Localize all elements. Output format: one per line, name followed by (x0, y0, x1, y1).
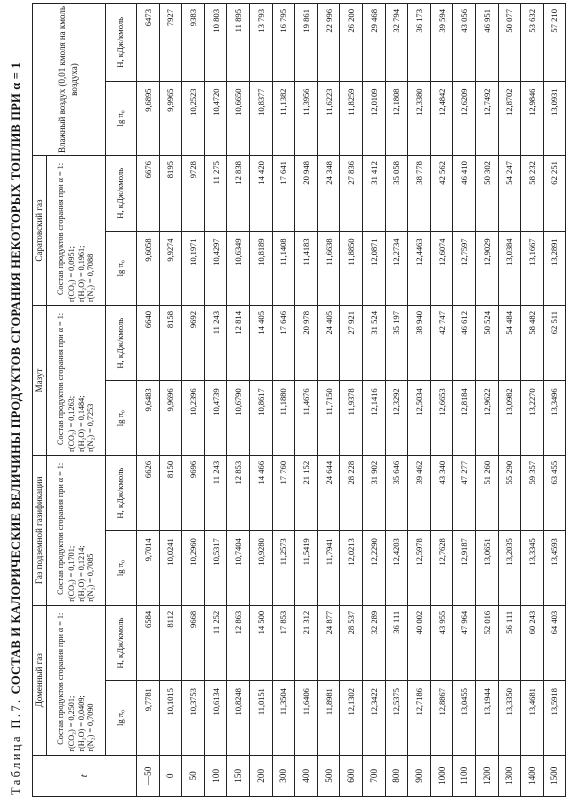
enthalpy-cell: 60 243 (521, 605, 544, 680)
enthalpy-cell: 17 641 (272, 156, 295, 231)
composition-co2: r(CO₂) = 0,1263; (66, 395, 76, 452)
lg-pi0-cell: 10,2396 (182, 381, 205, 455)
header-gas-name: Доменный газ (33, 605, 47, 755)
enthalpy-cell: 20 948 (295, 156, 318, 231)
enthalpy-cell: 6584 (137, 605, 160, 680)
lg-pi0-cell: 13,2891 (543, 231, 566, 305)
lg-pi0-cell: 13,0982 (498, 381, 521, 455)
enthalpy-cell: 46 612 (453, 305, 476, 380)
enthalpy-cell: 32 289 (362, 605, 385, 680)
lg-pi0-cell: 13,4593 (543, 531, 566, 605)
enthalpy-cell: 46 951 (475, 4, 498, 82)
enthalpy-cell: 20 978 (295, 305, 318, 380)
lg-pi0-cell: 9,6895 (137, 81, 160, 155)
enthalpy-cell: 50 077 (498, 4, 521, 82)
lg-pi0-cell: 12,5375 (385, 681, 408, 755)
table-row (159, 4, 182, 797)
header-lg-pi0: lg π₀ (106, 381, 137, 455)
lg-pi0-cell: 11,0151 (249, 681, 272, 755)
enthalpy-cell: 12 814 (227, 305, 250, 380)
composition-co2: r(CO₂) = 0,1701; (66, 545, 76, 602)
enthalpy-cell: 10 803 (204, 4, 227, 82)
lg-pi0-cell: 12,8702 (498, 81, 521, 155)
enthalpy-cell: 6473 (137, 4, 160, 82)
header-lg-pi0: lg π₀ (106, 231, 137, 305)
lg-pi0-cell: 13,0455 (453, 681, 476, 755)
composition-caption: Состав продуктов сгорания при α = 1: (56, 612, 66, 745)
enthalpy-cell: 22 996 (317, 4, 340, 82)
composition-h2o: r(H₂O) = 0,1961; (76, 245, 86, 302)
enthalpy-cell: 9728 (182, 156, 205, 231)
table-row (521, 4, 544, 797)
enthalpy-cell: 17 760 (272, 455, 295, 530)
composition-n2: r(N₂) = 0,7088 (86, 253, 96, 302)
lg-pi0-cell: 12,7492 (475, 81, 498, 155)
lg-pi0-cell: 9,6058 (137, 231, 160, 305)
table-caption-number: Таблица П.7. (9, 697, 23, 795)
enthalpy-cell: 14 500 (249, 605, 272, 680)
lg-pi0-cell: 10,7404 (227, 531, 250, 605)
enthalpy-cell: 51 260 (475, 455, 498, 530)
header-enthalpy: H, кДж/кмоль (106, 4, 137, 82)
lg-pi0-cell: 10,6650 (227, 81, 250, 155)
header-enthalpy: H, кДж/кмоль (106, 605, 137, 680)
enthalpy-cell: 12 853 (227, 455, 250, 530)
enthalpy-cell: 42 747 (430, 305, 453, 380)
temperature-cell: 300 (272, 755, 295, 796)
lg-pi0-cell: 12,9029 (475, 231, 498, 305)
enthalpy-cell: 12 838 (227, 156, 250, 231)
enthalpy-cell: 53 632 (521, 4, 544, 82)
lg-pi0-cell: 12,4463 (408, 231, 431, 305)
table-row (385, 4, 408, 797)
lg-pi0-cell: 10,4297 (204, 231, 227, 305)
lg-pi0-cell: 11,5419 (295, 531, 318, 605)
enthalpy-cell: 11 895 (227, 4, 250, 82)
lg-pi0-cell: 11,9378 (340, 381, 363, 455)
enthalpy-cell: 13 793 (249, 4, 272, 82)
enthalpy-cell: 59 357 (521, 455, 544, 530)
lg-pi0-cell: 12,1416 (362, 381, 385, 455)
table-row (137, 4, 160, 797)
lg-pi0-cell: 10,6349 (227, 231, 250, 305)
table-caption-title: СОСТАВ И КАЛОРИЧЕСКИЕ ВЕЛИЧИНЫ ПРОДУКТОВ СГОРАНИЯ НЕКОТОРЫХ ТОПЛИВ ПРИ α = 1 (9, 62, 23, 695)
enthalpy-cell: 28 537 (340, 605, 363, 680)
header-composition (47, 305, 106, 455)
table-row (498, 4, 521, 797)
enthalpy-cell: 47 964 (453, 605, 476, 680)
composition-caption: Состав продуктов сгорания при α = 1: (56, 312, 66, 445)
lg-pi0-cell: 10,4739 (204, 381, 227, 455)
temperature-cell: 700 (362, 755, 385, 796)
enthalpy-cell: 55 290 (498, 455, 521, 530)
enthalpy-cell: 28 228 (340, 455, 363, 530)
lg-pi0-cell: 10,3753 (182, 681, 205, 755)
enthalpy-cell: 11 243 (204, 455, 227, 530)
enthalpy-cell: 54 247 (498, 156, 521, 231)
enthalpy-cell: 8150 (159, 455, 182, 530)
enthalpy-cell: 63 455 (543, 455, 566, 530)
composition-caption: Состав продуктов сгорания при α = 1: (56, 462, 66, 595)
header-gas-name: Саратовский газ (33, 156, 47, 306)
lg-pi0-cell: 10,5317 (204, 531, 227, 605)
lg-pi0-cell: 10,8377 (249, 81, 272, 155)
enthalpy-cell: 9696 (182, 455, 205, 530)
enthalpy-cell: 8195 (159, 156, 182, 231)
temperature-cell: 1400 (521, 755, 544, 796)
lg-pi0-cell: 13,2270 (521, 381, 544, 455)
lg-pi0-cell: 10,8617 (249, 381, 272, 455)
enthalpy-cell: 9383 (182, 4, 205, 82)
enthalpy-cell: 35 197 (385, 305, 408, 380)
lg-pi0-cell: 10,1971 (182, 231, 205, 305)
enthalpy-cell: 43 955 (430, 605, 453, 680)
enthalpy-cell: 50 524 (475, 305, 498, 380)
header-enthalpy: H, кДж/кмоль (106, 455, 137, 530)
table-row (543, 4, 566, 797)
lg-pi0-cell: 12,7186 (408, 681, 431, 755)
enthalpy-cell: 21 312 (295, 605, 318, 680)
enthalpy-cell: 11 243 (204, 305, 227, 380)
enthalpy-cell: 19 861 (295, 4, 318, 82)
enthalpy-cell: 62 251 (543, 156, 566, 231)
lg-pi0-cell: 12,6209 (453, 81, 476, 155)
lg-pi0-cell: 12,3292 (385, 381, 408, 455)
lg-pi0-cell: 13,0384 (498, 231, 521, 305)
enthalpy-cell: 31 412 (362, 156, 385, 231)
enthalpy-cell: 17 853 (272, 605, 295, 680)
enthalpy-cell: 12 863 (227, 605, 250, 680)
table-caption (3, 5, 29, 795)
composition-n2: r(N₂) = 0,7090 (86, 703, 96, 752)
table-row (362, 4, 385, 797)
enthalpy-cell: 21 152 (295, 455, 318, 530)
table-row (249, 4, 272, 797)
header-gas-name: Газ подземной газификации (33, 455, 47, 605)
combustion-products-table (32, 3, 566, 797)
lg-pi0-cell: 13,3350 (498, 681, 521, 755)
enthalpy-cell: 50 302 (475, 156, 498, 231)
lg-pi0-cell: 13,3345 (521, 531, 544, 605)
temperature-cell: —50 (137, 755, 160, 796)
enthalpy-cell: 57 210 (543, 4, 566, 82)
lg-pi0-cell: 11,8981 (317, 681, 340, 755)
lg-pi0-cell: 12,1808 (385, 81, 408, 155)
enthalpy-cell: 36 173 (408, 4, 431, 82)
lg-pi0-cell: 10,6134 (204, 681, 227, 755)
enthalpy-cell: 42 562 (430, 156, 453, 231)
header-enthalpy: H, кДж/кмоль (106, 156, 137, 231)
lg-pi0-cell: 10,6790 (227, 381, 250, 455)
header-humid-air: Влажный воздух (0,01 кмоля на кмоль воздуха) (33, 4, 106, 156)
enthalpy-cell: 6626 (137, 455, 160, 530)
header-gas-name: Мазут (33, 305, 47, 455)
temperature-cell: 200 (249, 755, 272, 796)
temperature-cell: 800 (385, 755, 408, 796)
enthalpy-cell: 11 275 (204, 156, 227, 231)
temperature-cell: 900 (408, 755, 431, 796)
enthalpy-cell: 26 200 (340, 4, 363, 82)
enthalpy-cell: 43 340 (430, 455, 453, 530)
enthalpy-cell: 24 348 (317, 156, 340, 231)
lg-pi0-cell: 11,6406 (295, 681, 318, 755)
table-row (475, 4, 498, 797)
lg-pi0-cell: 10,0241 (159, 531, 182, 605)
temperature-cell: 150 (227, 755, 250, 796)
enthalpy-cell: 40 002 (408, 605, 431, 680)
lg-pi0-cell: 11,1880 (272, 381, 295, 455)
lg-pi0-cell: 12,8867 (430, 681, 453, 755)
header-lg-pi0: lg π₀ (106, 531, 137, 605)
composition-n2: r(N₂) = 0,7253 (86, 403, 96, 452)
table-row (317, 4, 340, 797)
table-row (430, 4, 453, 797)
lg-pi0-cell: 12,7628 (430, 531, 453, 605)
enthalpy-cell: 58 232 (521, 156, 544, 231)
header-composition (47, 605, 106, 755)
table-row (204, 4, 227, 797)
lg-pi0-cell: 11,7150 (317, 381, 340, 455)
lg-pi0-cell: 11,1382 (272, 81, 295, 155)
enthalpy-cell: 9668 (182, 605, 205, 680)
enthalpy-cell: 29 468 (362, 4, 385, 82)
lg-pi0-cell: 10,2960 (182, 531, 205, 605)
header-enthalpy: H, кДж/кмоль (106, 305, 137, 380)
composition-h2o: r(H₂O) = 0,1484; (76, 395, 86, 452)
temperature-cell: 600 (340, 755, 363, 796)
enthalpy-cell: 64 403 (543, 605, 566, 680)
enthalpy-cell: 31 524 (362, 305, 385, 380)
lg-pi0-cell: 9,9965 (159, 81, 182, 155)
table-body (137, 4, 566, 797)
table-row (272, 4, 295, 797)
temperature-cell: 1500 (543, 755, 566, 796)
lg-pi0-cell: 13,1944 (475, 681, 498, 755)
header-composition (47, 455, 106, 605)
enthalpy-cell: 8158 (159, 305, 182, 380)
lg-pi0-cell: 13,5918 (543, 681, 566, 755)
lg-pi0-cell: 11,1408 (272, 231, 295, 305)
table-row (340, 4, 363, 797)
composition-h2o: r(H₂O) = 0,0409; (76, 695, 86, 752)
lg-pi0-cell: 11,3504 (272, 681, 295, 755)
lg-pi0-cell: 12,5978 (408, 531, 431, 605)
lg-pi0-cell: 13,1667 (521, 231, 544, 305)
lg-pi0-cell: 12,2290 (362, 531, 385, 605)
enthalpy-cell: 14 405 (249, 305, 272, 380)
lg-pi0-cell: 12,5034 (408, 381, 431, 455)
header-lg-pi0: lg π₀ (106, 681, 137, 755)
lg-pi0-cell: 10,9280 (249, 531, 272, 605)
enthalpy-cell: 56 111 (498, 605, 521, 680)
lg-pi0-cell: 11,3956 (295, 81, 318, 155)
enthalpy-cell: 32 794 (385, 4, 408, 82)
lg-pi0-cell: 11,8850 (340, 231, 363, 305)
enthalpy-cell: 8112 (159, 605, 182, 680)
enthalpy-cell: 6676 (137, 156, 160, 231)
lg-pi0-cell: 12,9846 (521, 81, 544, 155)
lg-pi0-cell: 12,8184 (453, 381, 476, 455)
table-row (453, 4, 476, 797)
composition-co2: r(CO₂) = 0,2501; (66, 695, 76, 752)
enthalpy-cell: 14 420 (249, 156, 272, 231)
lg-pi0-cell: 12,6653 (430, 381, 453, 455)
lg-pi0-cell: 13,0651 (475, 531, 498, 605)
enthalpy-cell: 24 877 (317, 605, 340, 680)
enthalpy-cell: 35 646 (385, 455, 408, 530)
enthalpy-cell: 9692 (182, 305, 205, 380)
lg-pi0-cell: 10,2523 (182, 81, 205, 155)
enthalpy-cell: 47 277 (453, 455, 476, 530)
composition-n2: r(N₂) = 0,7085 (86, 553, 96, 602)
enthalpy-cell: 35 058 (385, 156, 408, 231)
enthalpy-cell: 16 795 (272, 4, 295, 82)
lg-pi0-cell: 12,0213 (340, 531, 363, 605)
lg-pi0-cell: 12,6074 (430, 231, 453, 305)
lg-pi0-cell: 13,2035 (498, 531, 521, 605)
composition-co2: r(CO₂) = 0,0951; (66, 246, 76, 302)
lg-pi0-cell: 11,2573 (272, 531, 295, 605)
enthalpy-cell: 43 056 (453, 4, 476, 82)
temperature-cell: 100 (204, 755, 227, 796)
table-row (295, 4, 318, 797)
lg-pi0-cell: 11,6638 (317, 231, 340, 305)
enthalpy-cell: 36 111 (385, 605, 408, 680)
enthalpy-cell: 38 940 (408, 305, 431, 380)
temperature-cell: 0 (159, 755, 182, 796)
enthalpy-cell: 14 466 (249, 455, 272, 530)
temperature-cell: 1200 (475, 755, 498, 796)
lg-pi0-cell: 9,6483 (137, 381, 160, 455)
lg-pi0-cell: 13,3496 (543, 381, 566, 455)
lg-pi0-cell: 9,7014 (137, 531, 160, 605)
temperature-cell: 1000 (430, 755, 453, 796)
lg-pi0-cell: 9,9696 (159, 381, 182, 455)
lg-pi0-cell: 10,8248 (227, 681, 250, 755)
header-lg-pi0: lg π₀ (106, 81, 137, 155)
lg-pi0-cell: 12,1302 (340, 681, 363, 755)
enthalpy-cell: 17 646 (272, 305, 295, 380)
lg-pi0-cell: 9,9274 (159, 231, 182, 305)
table-row (182, 4, 205, 797)
enthalpy-cell: 7927 (159, 4, 182, 82)
enthalpy-cell: 39 462 (408, 455, 431, 530)
enthalpy-cell: 24 644 (317, 455, 340, 530)
lg-pi0-cell: 10,4720 (204, 81, 227, 155)
temperature-cell: 400 (295, 755, 318, 796)
composition-h2o: r(H₂O) = 0,1214; (76, 545, 86, 602)
lg-pi0-cell: 11,8259 (340, 81, 363, 155)
lg-pi0-cell: 11,4676 (295, 381, 318, 455)
temperature-cell: 1300 (498, 755, 521, 796)
lg-pi0-cell: 12,3422 (362, 681, 385, 755)
lg-pi0-cell: 9,7781 (137, 681, 160, 755)
enthalpy-cell: 54 484 (498, 305, 521, 380)
enthalpy-cell: 39 594 (430, 4, 453, 82)
lg-pi0-cell: 12,0109 (362, 81, 385, 155)
enthalpy-cell: 27 836 (340, 156, 363, 231)
temperature-cell: 50 (182, 755, 205, 796)
lg-pi0-cell: 12,9622 (475, 381, 498, 455)
temperature-cell: 500 (317, 755, 340, 796)
lg-pi0-cell: 11,6223 (317, 81, 340, 155)
lg-pi0-cell: 11,7941 (317, 531, 340, 605)
enthalpy-cell: 46 410 (453, 156, 476, 231)
enthalpy-cell: 11 252 (204, 605, 227, 680)
enthalpy-cell: 31 902 (362, 455, 385, 530)
enthalpy-cell: 27 921 (340, 305, 363, 380)
enthalpy-cell: 62 511 (543, 305, 566, 380)
lg-pi0-cell: 12,2734 (385, 231, 408, 305)
composition-caption: Состав продуктов сгорания при α = 1: (56, 163, 66, 296)
enthalpy-cell: 58 482 (521, 305, 544, 380)
lg-pi0-cell: 13,0931 (543, 81, 566, 155)
lg-pi0-cell: 12,9187 (453, 531, 476, 605)
header-temperature: t (33, 755, 137, 796)
lg-pi0-cell: 12,3380 (408, 81, 431, 155)
table-row (227, 4, 250, 797)
lg-pi0-cell: 12,0871 (362, 231, 385, 305)
enthalpy-cell: 6640 (137, 305, 160, 380)
table-row (408, 4, 431, 797)
lg-pi0-cell: 10,8189 (249, 231, 272, 305)
enthalpy-cell: 38 778 (408, 156, 431, 231)
temperature-cell: 1100 (453, 755, 476, 796)
lg-pi0-cell: 13,4681 (521, 681, 544, 755)
lg-pi0-cell: 12,4203 (385, 531, 408, 605)
header-composition (47, 156, 106, 306)
lg-pi0-cell: 11,4183 (295, 231, 318, 305)
lg-pi0-cell: 10,1015 (159, 681, 182, 755)
lg-pi0-cell: 12,7597 (453, 231, 476, 305)
lg-pi0-cell: 12,4842 (430, 81, 453, 155)
enthalpy-cell: 24 405 (317, 305, 340, 380)
enthalpy-cell: 52 016 (475, 605, 498, 680)
